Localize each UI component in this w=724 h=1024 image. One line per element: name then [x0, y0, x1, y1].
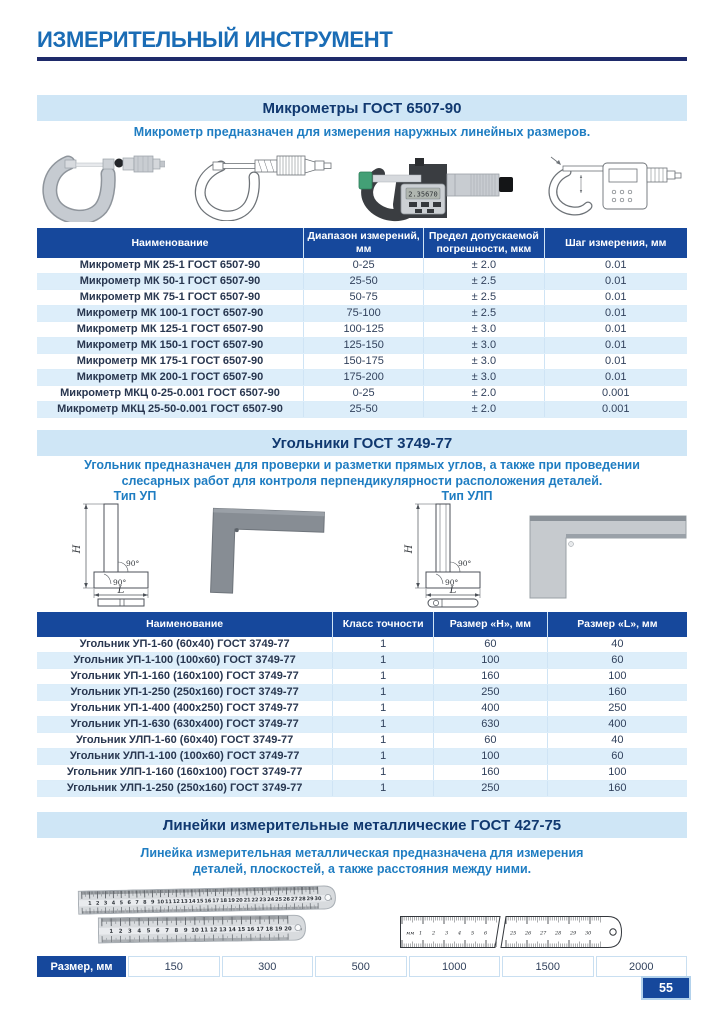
micrometers-table [37, 228, 687, 418]
svg-text:7: 7 [135, 899, 139, 906]
table-row [37, 781, 687, 797]
svg-text:9: 9 [150, 899, 155, 906]
table-cell: Микрометр МК 175-1 ГОСТ 6507-90 [37, 354, 304, 370]
table-cell: Угольник УП-1-100 (100х60) ГОСТ 3749-77 [37, 653, 333, 669]
micrometer-mk-photo [37, 148, 165, 222]
ruler-photo-20cm [98, 915, 306, 949]
svg-text:5: 5 [146, 928, 151, 935]
table-cell: 50-75 [304, 290, 424, 306]
squares-table [37, 612, 687, 797]
svg-text:1: 1 [109, 928, 114, 935]
table-cell: 40 [547, 637, 687, 653]
type-up-label: Тип УП [113, 489, 157, 503]
svg-text:13: 13 [219, 927, 227, 934]
table-cell: Угольник УП-1-60 (60х40) ГОСТ 3749-77 [37, 637, 333, 653]
digital-micrometer-photo [353, 148, 521, 222]
table-cell: 100-125 [304, 322, 424, 338]
table-cell: 0.001 [544, 386, 687, 402]
column-header: Размер «Н», мм [434, 612, 548, 637]
table-row [37, 306, 687, 322]
table-cell: 100 [434, 653, 548, 669]
table-cell: 150-175 [304, 354, 424, 370]
svg-text:6: 6 [127, 899, 132, 907]
table-cell: 1 [333, 701, 434, 717]
table-cell: 1 [333, 733, 434, 749]
table-cell: 400 [434, 701, 548, 717]
table-cell: ± 2.5 [424, 274, 544, 290]
table-cell: Микрометр МК 200-1 ГОСТ 6507-90 [37, 370, 304, 386]
dimension-h-label: H [72, 544, 83, 554]
table-cell: 1 [333, 637, 434, 653]
table-row [37, 637, 687, 653]
table-row [37, 749, 687, 765]
page-title: ИЗМЕРИТЕЛЬНЫЙ ИНСТРУМЕНТ [37, 27, 393, 52]
column-header: Диапазон измерений, мм [304, 228, 424, 258]
svg-text:22: 22 [251, 897, 259, 904]
svg-text:10: 10 [157, 899, 165, 906]
svg-text:25: 25 [510, 930, 517, 937]
table-cell: 250 [434, 685, 548, 701]
table-row [37, 669, 687, 685]
table-cell: 0.01 [544, 306, 687, 322]
table-cell: 25-50 [304, 274, 424, 290]
svg-text:6: 6 [484, 930, 488, 937]
table-cell: 1 [333, 717, 434, 733]
table-cell: 75-100 [304, 306, 424, 322]
table-cell: ± 3.0 [424, 338, 544, 354]
table-cell: Угольник УЛП-1-100 (100х60) ГОСТ 3749-77 [37, 749, 333, 765]
table-row [37, 386, 687, 402]
size-table-label: Размер, мм [37, 956, 126, 977]
svg-text:16: 16 [246, 926, 255, 933]
svg-text:5: 5 [471, 930, 475, 937]
table-cell: 0.01 [544, 354, 687, 370]
table-row [37, 733, 687, 749]
angle-90-label: 90° [458, 559, 472, 568]
table-cell: Микрометр МК 100-1 ГОСТ 6507-90 [37, 306, 304, 322]
angle-90-label: 90° [445, 578, 459, 587]
table-header-row [37, 228, 687, 258]
table-cell: Угольник УЛП-1-60 (60х40) ГОСТ 3749-77 [37, 733, 333, 749]
svg-text:15: 15 [196, 898, 204, 905]
lcd-readout: 2.35670 [408, 190, 438, 199]
svg-text:4: 4 [458, 930, 462, 937]
table-row [37, 765, 687, 781]
svg-text:18: 18 [265, 926, 274, 933]
svg-text:1: 1 [419, 930, 423, 937]
table-cell: Микрометр МК 50-1 ГОСТ 6507-90 [37, 274, 304, 290]
table-cell: 160 [434, 669, 548, 685]
rulers-description: Линейка измерительная металлическая предназначена для измерения деталей, плоскостей, а также расстояния между ними. [140, 846, 584, 876]
svg-text:14: 14 [228, 927, 236, 934]
table-cell: 0-25 [304, 386, 424, 402]
micrometer-images-row [37, 146, 687, 224]
table-row [37, 354, 687, 370]
square-up-photo [190, 506, 325, 598]
table-cell: Угольник УЛП-1-250 (250х160) ГОСТ 3749-77 [37, 781, 333, 797]
svg-text:27: 27 [540, 930, 547, 937]
table-cell: 0.01 [544, 258, 687, 274]
svg-text:3: 3 [445, 930, 449, 937]
table-row [37, 402, 687, 418]
svg-text:7: 7 [165, 928, 170, 935]
svg-text:30: 30 [314, 896, 322, 903]
table-cell: Микрометр МКЦ 25-50-0.001 ГОСТ 6507-90 [37, 402, 304, 418]
size-value-cell: 1000 [409, 956, 501, 977]
table-cell: 1 [333, 781, 434, 797]
table-cell: 60 [547, 653, 687, 669]
table-cell: 100 [547, 765, 687, 781]
table-cell: Угольник УП-1-630 (630х400) ГОСТ 3749-77 [37, 717, 333, 733]
svg-text:17: 17 [212, 898, 220, 905]
svg-text:2: 2 [95, 900, 100, 907]
type-ulp-label: Тип УЛП [441, 489, 493, 503]
table-cell: 0.01 [544, 274, 687, 290]
dimension-h-label: H [404, 544, 415, 554]
table-cell: 0.01 [544, 322, 687, 338]
svg-text:20: 20 [235, 897, 243, 904]
svg-text:19: 19 [274, 926, 283, 933]
table-row [37, 717, 687, 733]
svg-text:8: 8 [174, 927, 179, 934]
table-cell: Микрометр МК 150-1 ГОСТ 6507-90 [37, 338, 304, 354]
svg-text:12: 12 [172, 898, 180, 906]
svg-text:15: 15 [237, 926, 246, 934]
table-row [37, 653, 687, 669]
table-cell: 125-150 [304, 338, 424, 354]
table-cell: Микрометр МК 25-1 ГОСТ 6507-90 [37, 258, 304, 274]
table-cell: 400 [547, 717, 687, 733]
table-cell: 25-50 [304, 402, 424, 418]
table-cell: Микрометр МКЦ 0-25-0.001 ГОСТ 6507-90 [37, 386, 304, 402]
column-header: Шаг измерения, мм [544, 228, 687, 258]
table-row [37, 274, 687, 290]
table-cell: ± 2.0 [424, 258, 544, 274]
svg-text:12: 12 [209, 927, 218, 934]
svg-text:11: 11 [164, 899, 173, 906]
square-up-technical-drawing [70, 500, 180, 608]
svg-text:30: 30 [585, 930, 592, 937]
svg-text:29: 29 [306, 896, 314, 903]
table-cell: ± 2.0 [424, 386, 544, 402]
table-cell: 1 [333, 765, 434, 781]
svg-text:28: 28 [298, 896, 306, 903]
dimension-l-label: L [117, 585, 125, 596]
micrometers-description: Микрометр предназначен для измерения наружных линейных размеров. [133, 125, 591, 139]
table-cell: 250 [434, 781, 548, 797]
table-row [37, 322, 687, 338]
table-cell: ± 2.5 [424, 306, 544, 322]
table-cell: Угольник УП-1-400 (400х250) ГОСТ 3749-77 [37, 701, 333, 717]
dimension-l-label: L [449, 585, 457, 596]
section-title-micrometers: Микрометры ГОСТ 6507-90 [37, 95, 687, 121]
svg-text:23: 23 [259, 897, 267, 904]
table-cell: 100 [434, 749, 548, 765]
ruler-technical-drawing [400, 916, 622, 953]
svg-text:13: 13 [180, 898, 188, 905]
svg-text:2: 2 [432, 930, 436, 937]
table-cell: 40 [547, 733, 687, 749]
square-ulp-technical-drawing [402, 500, 512, 608]
svg-text:26: 26 [282, 896, 291, 903]
svg-text:9: 9 [183, 927, 188, 934]
table-cell: 160 [434, 765, 548, 781]
title-underline [37, 57, 687, 61]
table-cell: 1 [333, 749, 434, 765]
svg-text:6: 6 [155, 928, 160, 935]
squares-description: Угольник предназначен для проверки и разметки прямых углов, а также при проведении слесарных работ для контроля перпендикулярности расположения деталей. [84, 458, 640, 488]
table-cell: 60 [434, 637, 548, 653]
svg-text:3: 3 [103, 900, 108, 907]
table-cell: 1 [333, 669, 434, 685]
svg-text:21: 21 [243, 897, 251, 904]
table-cell: 60 [547, 749, 687, 765]
svg-text:1: 1 [88, 900, 92, 907]
square-ulp-photo [520, 502, 688, 602]
svg-text:10: 10 [191, 927, 199, 934]
svg-text:5: 5 [119, 900, 124, 907]
table-row [37, 701, 687, 717]
table-cell: Угольник УП-1-250 (250х160) ГОСТ 3749-77 [37, 685, 333, 701]
svg-text:19: 19 [227, 897, 235, 904]
table-row [37, 370, 687, 386]
size-value-cell: 2000 [596, 956, 688, 977]
column-header: Размер «L», мм [547, 612, 687, 637]
table-cell: 0.01 [544, 338, 687, 354]
svg-text:4: 4 [137, 928, 142, 935]
svg-text:16: 16 [204, 898, 212, 905]
table-cell: ± 3.0 [424, 354, 544, 370]
svg-text:17: 17 [256, 926, 264, 933]
table-cell: ± 2.5 [424, 290, 544, 306]
table-cell: 0-25 [304, 258, 424, 274]
table-cell: Угольник УП-1-160 (160х100) ГОСТ 3749-77 [37, 669, 333, 685]
svg-text:мм: мм [406, 930, 415, 937]
section-title-rulers: Линейки измерительные металлические ГОСТ 427-75 [37, 812, 687, 838]
column-header: Класс точности [333, 612, 434, 637]
table-cell: 1 [333, 653, 434, 669]
svg-text:4: 4 [111, 900, 116, 907]
table-cell: 0.001 [544, 402, 687, 418]
table-cell: 60 [434, 733, 548, 749]
table-cell: ± 2.0 [424, 402, 544, 418]
svg-text:28: 28 [555, 930, 562, 937]
size-value-cell: 1500 [502, 956, 594, 977]
table-header-row [37, 612, 687, 637]
table-cell: Микрометр МК 75-1 ГОСТ 6507-90 [37, 290, 304, 306]
table-cell: ± 3.0 [424, 370, 544, 386]
column-header: Предел допускаемой погрешности, мкм [424, 228, 544, 258]
table-row [37, 685, 687, 701]
size-value-cell: 150 [128, 956, 220, 977]
table-cell: 160 [547, 781, 687, 797]
size-value-cell: 300 [222, 956, 314, 977]
angle-90-label: 90° [113, 578, 127, 587]
table-row [37, 338, 687, 354]
column-header: Наименование [37, 228, 304, 258]
svg-text:20: 20 [284, 926, 292, 933]
table-row [37, 290, 687, 306]
size-value-cell: 500 [315, 956, 407, 977]
micrometer-outline-drawing [183, 149, 335, 221]
table-cell: 160 [547, 685, 687, 701]
page-number-badge: 55 [641, 976, 691, 1000]
table-cell: 250 [547, 701, 687, 717]
table-cell: 1 [333, 685, 434, 701]
svg-text:18: 18 [220, 897, 228, 905]
table-row [37, 258, 687, 274]
table-cell: 0.01 [544, 290, 687, 306]
table-cell: Угольник УЛП-1-160 (160х100) ГОСТ 3749-77 [37, 765, 333, 781]
digital-micrometer-drawing [539, 151, 687, 219]
svg-text:3: 3 [127, 928, 132, 935]
table-cell: 100 [547, 669, 687, 685]
angle-90-label: 90° [126, 559, 140, 568]
ruler-size-table [37, 956, 687, 977]
table-cell: 175-200 [304, 370, 424, 386]
svg-text:24: 24 [267, 896, 275, 904]
svg-text:27: 27 [290, 896, 298, 903]
svg-text:25: 25 [275, 896, 283, 903]
svg-text:14: 14 [188, 898, 196, 905]
svg-text:11: 11 [200, 927, 209, 934]
table-cell: ± 3.0 [424, 322, 544, 338]
svg-text:29: 29 [570, 930, 577, 937]
column-header: Наименование [37, 612, 333, 637]
svg-text:26: 26 [525, 930, 532, 937]
table-cell: Микрометр МК 125-1 ГОСТ 6507-90 [37, 322, 304, 338]
svg-text:2: 2 [118, 928, 123, 935]
svg-text:8: 8 [143, 899, 147, 906]
section-title-squares: Угольники ГОСТ 3749-77 [37, 430, 687, 456]
table-cell: 630 [434, 717, 548, 733]
table-cell: 0.01 [544, 370, 687, 386]
